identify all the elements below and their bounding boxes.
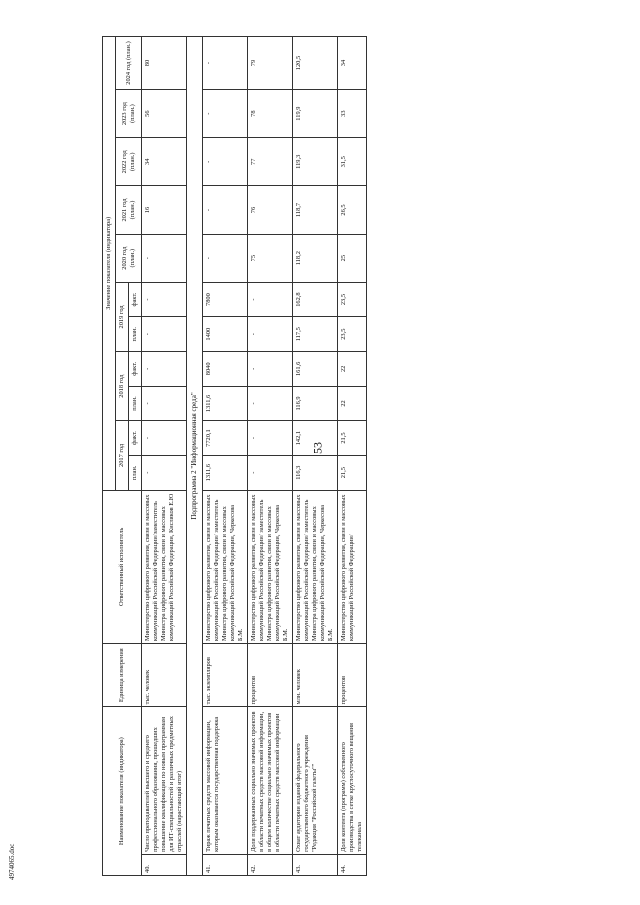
indicator-name: Охват аудитории изданий федерального государственного бюджетного учреждения "Редакция "Российской газеты"" bbox=[292, 707, 337, 855]
executor-cell: Министерство цифрового развития, связи и массовых коммуникаций Российской Федерации/ заместитель Министра цифрового развития, связи и массовых коммуникаций Российской Федерации, Черкесова Б.М. bbox=[202, 490, 247, 644]
value-2024: 79 bbox=[247, 37, 292, 90]
value-2022: 31,5 bbox=[337, 138, 366, 186]
value-2019-plan: - bbox=[247, 317, 292, 352]
table-row bbox=[142, 37, 187, 876]
value-2021: 118,7 bbox=[292, 186, 337, 234]
value-2024: 34 bbox=[337, 37, 366, 90]
value-2019-fact: - bbox=[142, 282, 187, 317]
table-row bbox=[292, 37, 337, 876]
table-row bbox=[337, 37, 366, 876]
unit-cell: процентов bbox=[337, 644, 366, 707]
header-2020: 2020 год (план.) bbox=[116, 234, 142, 282]
value-2023: 33 bbox=[337, 90, 366, 138]
value-2022: - bbox=[202, 138, 247, 186]
executor-cell: Министерство цифрового развития, связи и массовых коммуникаций Российской Федерации/ заместитель Министра цифрового развития, связи и массовых коммуникаций Российской Федерации, Черкесова Б.М. bbox=[247, 490, 292, 644]
header-2017: 2017 год bbox=[116, 421, 129, 490]
value-2018-plan: - bbox=[247, 386, 292, 421]
value-2020: 118,2 bbox=[292, 234, 337, 282]
header-2019: 2019 год bbox=[116, 282, 129, 351]
value-2021: - bbox=[202, 186, 247, 234]
value-2018-fact: 161,6 bbox=[292, 352, 337, 387]
value-2018-fact: - bbox=[247, 352, 292, 387]
value-2023: 78 bbox=[247, 90, 292, 138]
header-executor: Ответственный исполнитель bbox=[103, 490, 142, 644]
header-fact: факт. bbox=[129, 282, 142, 317]
value-2017-plan: 1311,6 bbox=[202, 455, 247, 490]
subprogram-title: Подпрограмма 2 "Информационная среда" bbox=[187, 37, 203, 876]
value-2024: - bbox=[202, 37, 247, 90]
value-2019-plan: - bbox=[142, 317, 187, 352]
row-number: 42. bbox=[247, 854, 292, 875]
value-2017-fact: 142,1 bbox=[292, 421, 337, 456]
header-2024: 2024 год (план.) bbox=[116, 37, 142, 90]
unit-cell: млн. человек bbox=[292, 644, 337, 707]
value-2023: 119,9 bbox=[292, 90, 337, 138]
value-2022: 119,3 bbox=[292, 138, 337, 186]
value-2017-plan: - bbox=[247, 455, 292, 490]
value-2017-fact: - bbox=[142, 421, 187, 456]
value-2018-plan: 22 bbox=[337, 386, 366, 421]
indicator-name: Число преподавателей высшего и среднего профессионального образования, прошедших повышение квалификации по новым программам для ИТ-специальностей и различных предметных отраслей (нарастающий итог) bbox=[142, 707, 187, 855]
value-2020: - bbox=[202, 234, 247, 282]
header-indicator-name: Наименование показателя (индикатора) bbox=[103, 707, 142, 876]
header-plan: план. bbox=[129, 386, 142, 421]
unit-cell: процентов bbox=[247, 644, 292, 707]
subprogram-row bbox=[187, 37, 203, 876]
document-code: 4974065.doc bbox=[8, 843, 16, 880]
value-2021: 26,5 bbox=[337, 186, 366, 234]
value-2017-plan: - bbox=[142, 455, 187, 490]
value-2019-fact: - bbox=[247, 282, 292, 317]
value-2018-fact: 22 bbox=[337, 352, 366, 387]
row-number: 41. bbox=[202, 854, 247, 875]
value-2019-plan: 1400 bbox=[202, 317, 247, 352]
table-row bbox=[247, 37, 292, 876]
row-number: 43. bbox=[292, 854, 337, 875]
value-2022: 34 bbox=[142, 138, 187, 186]
header-unit: Единица измерения bbox=[103, 644, 142, 707]
executor-cell: Министерство цифрового развития, связи и массовых коммуникаций Российской Федерации/ заместитель Министра цифрового развития, связи и массовых коммуникаций Российской Федерации, Черкесова Б.М. bbox=[292, 490, 337, 644]
value-2017-fact: 7720,1 bbox=[202, 421, 247, 456]
header-2018: 2018 год bbox=[116, 352, 129, 421]
value-2018-fact: - bbox=[142, 352, 187, 387]
executor-cell: Министерство цифрового развития, связи и массовых коммуникаций Российской Федерации/ bbox=[337, 490, 366, 644]
header-values-group: Значение показателя (индикатора) bbox=[103, 37, 116, 491]
executor-cell: Министерство цифрового развития, связи и массовых коммуникаций Российской Федерации/заместитель Министра цифрового развития, связи и массовых коммуникаций Российской Федерации, Кисляков Е.Ю bbox=[142, 490, 187, 644]
value-2018-plan: - bbox=[142, 386, 187, 421]
value-2020: 25 bbox=[337, 234, 366, 282]
value-2023: - bbox=[202, 90, 247, 138]
value-2020: - bbox=[142, 234, 187, 282]
value-2017-plan: 21,5 bbox=[337, 455, 366, 490]
indicators-table bbox=[102, 36, 367, 876]
header-2021: 2021 год (план.) bbox=[116, 186, 142, 234]
rotated-table-wrapper bbox=[102, 36, 602, 876]
indicator-name: Доля поддержанных социально значимых проектов в области печатных средств массовой информации, в общем количестве социально значимых проектов в области печатных средств массовой информации bbox=[247, 707, 292, 855]
value-2022: 77 bbox=[247, 138, 292, 186]
page-number: 53 bbox=[310, 442, 325, 454]
row-number: 44. bbox=[337, 854, 366, 875]
header-fact: факт. bbox=[129, 352, 142, 387]
value-2018-plan: 116,9 bbox=[292, 386, 337, 421]
value-2023: 56 bbox=[142, 90, 187, 138]
value-2018-fact: 8040 bbox=[202, 352, 247, 387]
value-2017-fact: 21,5 bbox=[337, 421, 366, 456]
value-2021: 76 bbox=[247, 186, 292, 234]
header-2023: 2023 год (план.) bbox=[116, 90, 142, 138]
unit-cell: тыс. экземпляров bbox=[202, 644, 247, 707]
value-2019-fact: 162,8 bbox=[292, 282, 337, 317]
indicator-name: Доля контента (программ) собственного производства в сетке круглосуточного вещания телеканала bbox=[337, 707, 366, 855]
row-number: 40. bbox=[142, 854, 187, 875]
unit-cell: тыс. человек bbox=[142, 644, 187, 707]
header-2022: 2022 год (план.) bbox=[116, 138, 142, 186]
value-2019-plan: 23,5 bbox=[337, 317, 366, 352]
value-2021: 16 bbox=[142, 186, 187, 234]
indicator-name: Тираж печатных средств массовой информации, которым оказывается государственная поддержка bbox=[202, 707, 247, 855]
value-2019-fact: 23,5 bbox=[337, 282, 366, 317]
header-plan: план. bbox=[129, 455, 142, 490]
value-2018-plan: 1311,6 bbox=[202, 386, 247, 421]
value-2020: 75 bbox=[247, 234, 292, 282]
table-row bbox=[202, 37, 247, 876]
value-2019-plan: 117,5 bbox=[292, 317, 337, 352]
value-2017-plan: 116,3 bbox=[292, 455, 337, 490]
value-2017-fact: - bbox=[247, 421, 292, 456]
value-2019-fact: 7800 bbox=[202, 282, 247, 317]
value-2024: 80 bbox=[142, 37, 187, 90]
value-2024: 120,5 bbox=[292, 37, 337, 90]
header-plan: план. bbox=[129, 317, 142, 352]
header-fact: факт. bbox=[129, 421, 142, 456]
